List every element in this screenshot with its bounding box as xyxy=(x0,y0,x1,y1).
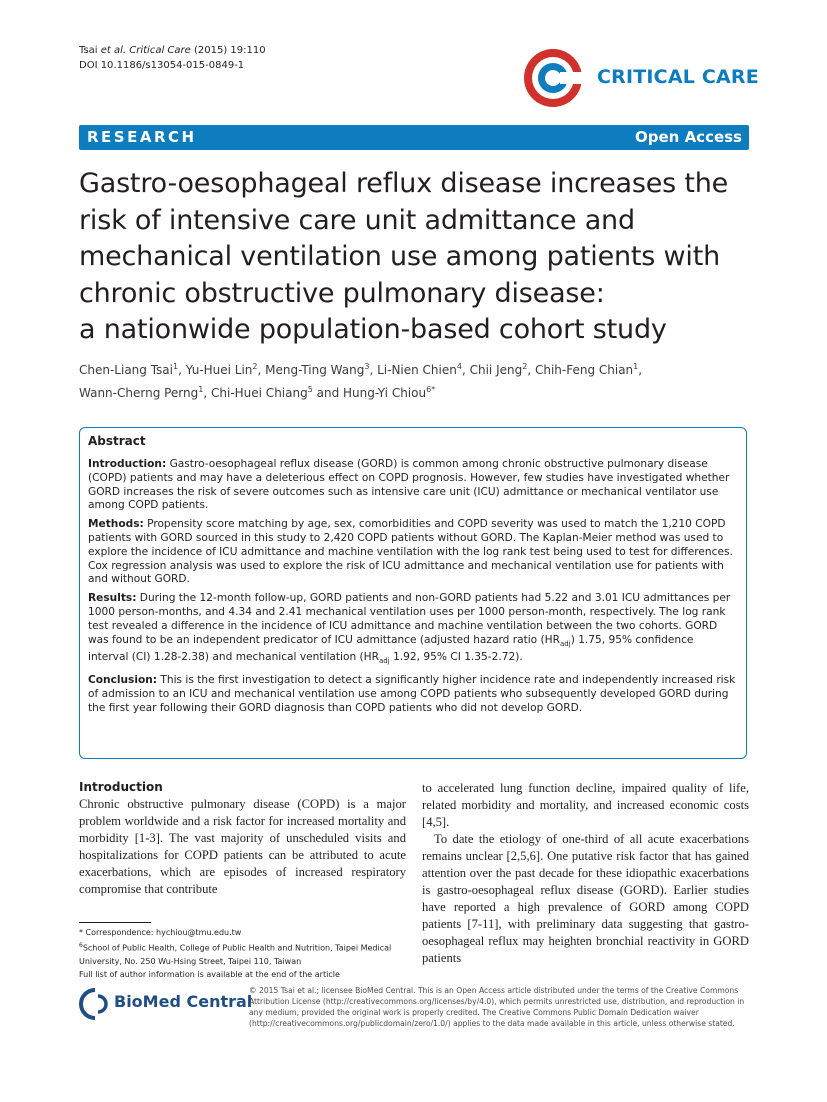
author-name: Chen-Liang Tsai xyxy=(79,363,173,377)
author-name: Meng-Ting Wang xyxy=(265,363,365,377)
title-line: mechanical ventilation use among patients with xyxy=(79,241,721,272)
critical-care-logo-icon xyxy=(522,47,584,109)
correspondence: * Correspondence: hychiou@tmu.edu.tw xyxy=(79,928,242,937)
journal-logo-text: CRITICAL CARE xyxy=(597,66,759,88)
body-paragraph: Chronic obstructive pulmonary disease (COPD) is a major problem worldwide and a risk factor for increased mortality and morbidity [1-3]. The vast majority of unscheduled visits and hospitalizations for COPD patients can be attributed to acute exacerbations, which are episodes of increased respiratory compromise that contribute xyxy=(79,797,406,896)
footnote-divider xyxy=(79,922,151,923)
open-access-label: Open Access xyxy=(635,128,742,146)
article-type-bar xyxy=(79,125,749,150)
author-name: Li-Nien Chien xyxy=(377,363,457,377)
title-line: a nationwide population-based cohort study xyxy=(79,314,667,345)
body-paragraph: To date the etiology of one-third of all acute exacerbations remains unclear [2,5,6]. One putative risk factor that has gained attention over the past decade for these idiopathic exacerbations is gastro-oesophageal reflux disease (GORD). Earlier studies have reported a high prevalence of GORD among COPD patients [7-11], with preliminary data suggesting that gastro-oesophageal reflux may heighten bronchial reactivity in GORD patients xyxy=(422,832,749,965)
author-name: Chi-Huei Chiang xyxy=(211,386,308,400)
abstract-introduction: Introduction: Gastro-oesophageal reflux disease (GORD) is common among chronic obstructive pulmonary disease (COPD) patients and may have a deleterious effect on COPD prognosis. However, few studies have investigated whether GORD increases the risk of severe outcomes such as intensive care unit (ICU) admittance or mechanical ventilator use among COPD patients. xyxy=(88,458,730,512)
author-line: Wann-Cherng Perng$^1$, Chi-Huei Chiang$^5$ and Hung-Yi Chiou$^{6*}$ xyxy=(79,385,436,400)
body-column-right xyxy=(422,780,749,967)
author-list xyxy=(79,357,749,403)
biomed-central-logo-icon xyxy=(79,988,111,1020)
abstract-conclusion: Conclusion: This is the first investigation to detect a significantly higher incidence rate and independently increased risk of admission to an ICU and mechanical ventilation use among COPD patients who subsequently developed GORD during the first year following their GORD diagnosis than COPD patients who did not develop GORD. xyxy=(88,674,736,714)
citation-line: Tsai et al. Critical Care (2015) 19:110 xyxy=(79,45,266,56)
author-name: Chih-Feng Chian xyxy=(534,363,634,377)
doi: DOI 10.1186/s13054-015-0849-1 xyxy=(79,60,245,71)
author-name: Chii Jeng xyxy=(469,363,523,377)
author-name: Yu-Huei Lin xyxy=(185,363,253,377)
publisher-logo-text: BioMed Central xyxy=(114,992,253,1011)
author-name: Hung-Yi Chiou xyxy=(343,386,427,400)
abstract-results: Results: During the 12-month follow-up, GORD patients and non-GORD patients had 5.22 and 3.01 ICU admittances per 1000 person-months, and 4.34 and 2.41 mechanical ventilation uses per 1000 person-month, respectively. The log rank test revealed a difference in the incidence of ICU admittance and machine ventilation between the two cohorts. GORD was found to be an independent predicator of ICU admittance (adjusted hazard ratio $(HR_{adj})$ 1.75, 95% confidence interval (CI) 1.28-2.38) and mechanical ventilation ($HR_{adj}$ 1.92, 95% CI 1.35-2.72). xyxy=(88,592,731,666)
body-paragraph: to accelerated lung function decline, impaired quality of life, related morbidity and mortality, and increased economic costs [4,5]. xyxy=(422,781,749,829)
title-line: risk of intensive care unit admittance and xyxy=(79,204,635,236)
abstract-box xyxy=(79,427,747,759)
article-type-label: RESEARCH xyxy=(87,128,197,146)
section-heading-introduction: Introduction xyxy=(79,780,163,794)
abstract-heading: Abstract xyxy=(88,434,146,448)
affiliation: $^6$School of Public Health, College of Public Health and Nutrition, Taipei Medical University, No. 250 Wu-Hsing Street, Taipei 110, Taiwan xyxy=(79,942,392,966)
license-text: © 2015 Tsai et al.; licensee BioMed Central. This is an Open Access article distributed under the terms of the Creative Commons Attribution License (http://creativecommons.org/licenses/by/4.0), which permits unrestricted use, distribution, and reproduction in any medium, provided the original work is properly credited. The Creative Commons Public Domain Dedication waiver (http://creativecommons.org/publicdomain/zero/1.0/) applies to the data made available in this article, unless otherwise stated. xyxy=(249,986,745,1028)
title-line: Gastro-oesophageal reflux disease increases the xyxy=(79,168,729,199)
article-title xyxy=(79,166,759,349)
footnotes xyxy=(79,926,399,981)
title-line: chronic obstructive pulmonary disease: xyxy=(79,277,605,309)
author-line: Chen-Liang Tsai$^1$, Yu-Huei Lin$^2$, Meng-Ting Wang$^3$, Li-Nien Chien$^4$, Chii Jeng$^2$, Chih-Feng Chian$^1$, xyxy=(79,362,643,377)
author-info-note: Full list of author information is available at the end of the article xyxy=(79,969,340,979)
author-name: Wann-Cherng Perng xyxy=(79,386,199,400)
abstract-methods: Methods: Propensity score matching by age, sex, comorbidities and COPD severity was used to match the 1,210 COPD patients with GORD sourced in this study to 2,420 COPD patients without GORD. The Kaplan-Meier method was used to explore the incidence of ICU admittance and machine ventilation with the log rank test being used to test for differences. Cox regression analysis was used to explore the risk of ICU admittance and mechanical ventilation use for patients with and without GORD. xyxy=(88,518,733,586)
body-column-left xyxy=(79,780,406,898)
journal-name-italic: et al. Critical Care xyxy=(100,45,191,56)
citation-block xyxy=(79,43,266,73)
